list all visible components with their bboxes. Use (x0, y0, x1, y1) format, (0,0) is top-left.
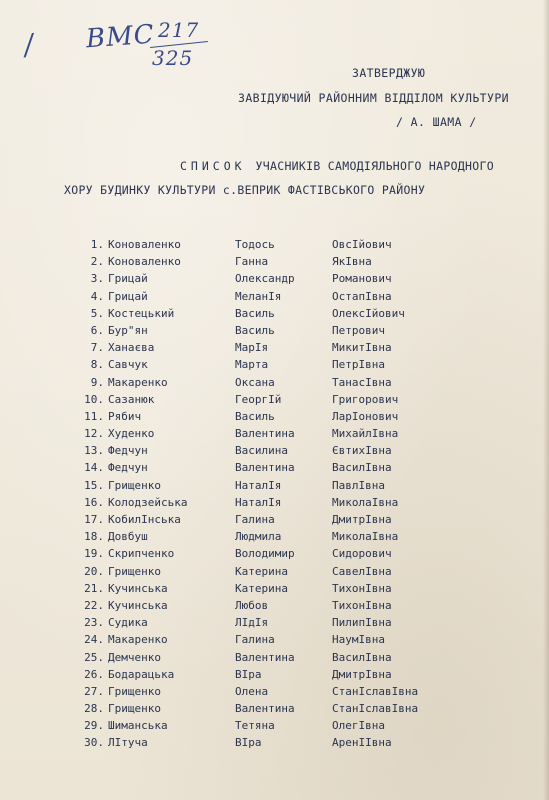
participant-name: Оксана (235, 375, 275, 389)
participant-number: 1. (90, 238, 104, 251)
list-item (0, 307, 549, 324)
participant-surname: Коноваленко (108, 255, 181, 269)
participant-name: НаталІя (235, 478, 282, 492)
participant-patronymic: АренІІвна (332, 736, 392, 750)
participant-name: Валентина (235, 461, 295, 475)
list-item (0, 547, 549, 564)
list-item (0, 616, 549, 633)
participant-number: 26. (84, 667, 104, 681)
participant-surname: КобилІнська (108, 513, 181, 526)
handwritten-mark: / (21, 27, 37, 62)
participant-name: Василь (235, 306, 275, 320)
participant-number: 21. (84, 581, 104, 595)
participant-number: 4. (90, 289, 104, 303)
participant-surname: Демченко (108, 650, 161, 664)
participant-patronymic: ОвсІйович (332, 238, 392, 251)
participant-surname: Скрипченко (108, 547, 175, 561)
participant-name: МеланІя (235, 289, 282, 303)
handwritten-archive-code: ВМС (85, 19, 156, 55)
participant-name: Любов (235, 598, 269, 612)
participant-surname: Грицай (108, 272, 148, 286)
participant-surname: Грищенко (108, 564, 161, 578)
list-item (0, 255, 549, 272)
list-item (0, 496, 549, 513)
participant-surname: Бур"ян (108, 323, 148, 337)
participant-number: 23. (84, 616, 104, 630)
participant-surname: Кучинська (108, 598, 168, 612)
list-item (0, 341, 549, 358)
participant-name: ВІра (235, 736, 262, 750)
participant-name: Валентина (235, 427, 295, 441)
participant-surname: Костецький (108, 306, 175, 320)
participant-name: Тетяна (235, 719, 275, 733)
participant-patronymic: МихайлІвна (332, 427, 399, 441)
participant-number: 20. (84, 564, 104, 578)
participant-patronymic: ПетрІвна (332, 358, 385, 372)
list-item (0, 376, 549, 393)
participant-patronymic: ДмитрІвна (332, 667, 392, 681)
participant-number: 14. (84, 461, 104, 475)
participant-name: Олександр (235, 272, 295, 286)
participant-patronymic: ОлегІвна (332, 719, 385, 733)
list-item (0, 599, 549, 616)
participant-surname: Колодзейська (108, 495, 188, 509)
list-item (0, 238, 549, 255)
participants-list (0, 238, 549, 754)
list-item (0, 719, 549, 736)
list-item (0, 410, 549, 427)
participant-patronymic: ОлексІйович (332, 306, 405, 320)
participant-patronymic: МиколаІвна (332, 495, 399, 509)
participant-name: Марта (235, 358, 269, 372)
participant-name: МарІя (235, 341, 269, 355)
participant-patronymic: ОстапІвна (332, 289, 392, 303)
list-item (0, 702, 549, 719)
participant-name: ВІра (235, 667, 262, 681)
participant-patronymic: ТанасІвна (332, 375, 392, 389)
list-item (0, 633, 549, 650)
participant-patronymic: СтанІславІвна (332, 684, 419, 698)
participant-surname: Сазанюк (108, 392, 155, 406)
document-title-line-1 (180, 159, 494, 173)
participant-name: Катерина (235, 581, 288, 595)
participant-number: 28. (84, 702, 104, 716)
participant-name: Валентина (235, 702, 295, 716)
participant-patronymic: МикитІвна (332, 341, 392, 355)
participant-number: 13. (84, 444, 104, 458)
participant-surname: Макаренко (108, 375, 168, 389)
participant-surname: Грищенко (108, 478, 161, 492)
list-item (0, 290, 549, 307)
approval-position: ЗАВІДУЮЧИЙ РАЙОННИМ ВІДДІЛОМ КУЛЬТУРИ (238, 91, 509, 105)
participant-surname: Довбуш (108, 530, 148, 544)
participant-number: 30. (84, 736, 104, 750)
approval-signatory: / А. ШАМА / (396, 115, 477, 129)
list-item (0, 479, 549, 496)
participant-number: 3. (90, 272, 104, 286)
participant-patronymic: ПавлІвна (332, 478, 385, 492)
participant-surname: Федчун (108, 444, 148, 458)
participant-surname: Рябич (108, 409, 142, 423)
participant-number: 5. (90, 306, 104, 320)
list-item (0, 324, 549, 341)
participant-number: 18. (84, 530, 104, 544)
participant-number: 7. (90, 341, 104, 355)
participant-number: 11. (84, 409, 104, 423)
list-item (0, 427, 549, 444)
participant-surname: Кучинська (108, 581, 168, 595)
participant-name: Валентина (235, 650, 295, 664)
participant-patronymic: ЛарІонович (332, 409, 399, 423)
participant-patronymic: Григорович (332, 392, 399, 406)
list-item (0, 513, 549, 530)
participant-patronymic: Романович (332, 272, 392, 286)
participant-patronymic: НаумІвна (332, 633, 385, 647)
list-item (0, 530, 549, 547)
participant-patronymic: ЄвтихІвна (332, 444, 392, 458)
list-item (0, 358, 549, 375)
participant-number: 8. (90, 358, 104, 372)
document-title-line-2: ХОРУ БУДИНКУ КУЛЬТУРИ с.ВЕПРИК ФАСТІВСЬКОГО РАЙОНУ (64, 183, 426, 197)
participant-name: Ганна (235, 255, 269, 269)
list-item (0, 668, 549, 685)
participant-surname: Шиманська (108, 719, 168, 733)
participant-surname: Судика (108, 616, 148, 630)
participant-name: Людмила (235, 530, 282, 544)
participant-patronymic: СтанІславІвна (332, 702, 419, 716)
participant-number: 16. (84, 495, 104, 509)
participant-patronymic: ДмитрІвна (332, 513, 392, 526)
participant-surname: Грищенко (108, 702, 161, 716)
list-item (0, 685, 549, 702)
participant-name: Галина (235, 633, 275, 647)
list-item (0, 565, 549, 582)
handwritten-number-bottom: 325 (152, 46, 194, 70)
participant-surname: Худенко (108, 427, 155, 441)
participant-patronymic: ЯкІвна (332, 255, 372, 269)
participant-name: Олена (235, 684, 269, 698)
participant-surname: Грищенко (108, 684, 161, 698)
approval-heading: ЗАТВЕРДЖУЮ (352, 66, 426, 80)
participant-patronymic: ВасилІвна (332, 461, 392, 475)
participant-name: Василь (235, 323, 275, 337)
document-title-rest: УЧАСНИКІВ САМОДІЯЛЬНОГО НАРОДНОГО (255, 159, 494, 173)
participant-surname: Ханаєва (108, 341, 155, 355)
participant-name: Катерина (235, 564, 288, 578)
participant-name: Василь (235, 409, 275, 423)
participant-number: 10. (84, 392, 104, 406)
participant-surname: Савчук (108, 358, 148, 372)
participant-patronymic: МиколаІвна (332, 530, 399, 544)
list-item (0, 272, 549, 289)
participant-name: ГеоргІй (235, 392, 282, 406)
participant-name: НаталІя (235, 495, 282, 509)
participant-number: 25. (84, 650, 104, 664)
participant-number: 27. (84, 684, 104, 698)
list-item (0, 461, 549, 478)
participant-number: 24. (84, 633, 104, 647)
participant-name: Василина (235, 444, 288, 458)
list-item (0, 582, 549, 599)
participant-number: 15. (84, 478, 104, 492)
participant-number: 19. (84, 547, 104, 561)
participant-patronymic: Петрович (332, 323, 385, 337)
list-item (0, 736, 549, 753)
participant-number: 29. (84, 719, 104, 733)
participant-patronymic: ТихонІвна (332, 581, 392, 595)
participant-patronymic: ПилипІвна (332, 616, 392, 630)
participant-surname: Бодарацька (108, 667, 175, 681)
participant-number: 2. (90, 255, 104, 269)
participant-surname: Грицай (108, 289, 148, 303)
participant-surname: ЛІтуча (108, 736, 148, 750)
participant-patronymic: ТихонІвна (332, 598, 392, 612)
participant-number: 17. (84, 513, 104, 526)
participant-name: Галина (235, 513, 275, 526)
participant-surname: Федчун (108, 461, 148, 475)
participant-patronymic: Сидорович (332, 547, 392, 561)
participant-surname: Коноваленко (108, 238, 181, 251)
participant-patronymic: СавелІвна (332, 564, 392, 578)
participant-surname: Макаренко (108, 633, 168, 647)
participant-number: 6. (90, 323, 104, 337)
list-item (0, 651, 549, 668)
participant-number: 12. (84, 427, 104, 441)
list-item (0, 444, 549, 461)
participant-number: 22. (84, 598, 104, 612)
participant-name: Тодось (235, 238, 275, 251)
handwritten-number-top: 217 (158, 18, 200, 42)
list-item (0, 393, 549, 410)
participant-patronymic: ВасилІвна (332, 650, 392, 664)
participant-number: 9. (90, 375, 104, 389)
participant-name: Володимир (235, 547, 295, 561)
document-title-word: СПИСОК (180, 159, 246, 173)
participant-name: ЛІдІя (235, 616, 269, 630)
